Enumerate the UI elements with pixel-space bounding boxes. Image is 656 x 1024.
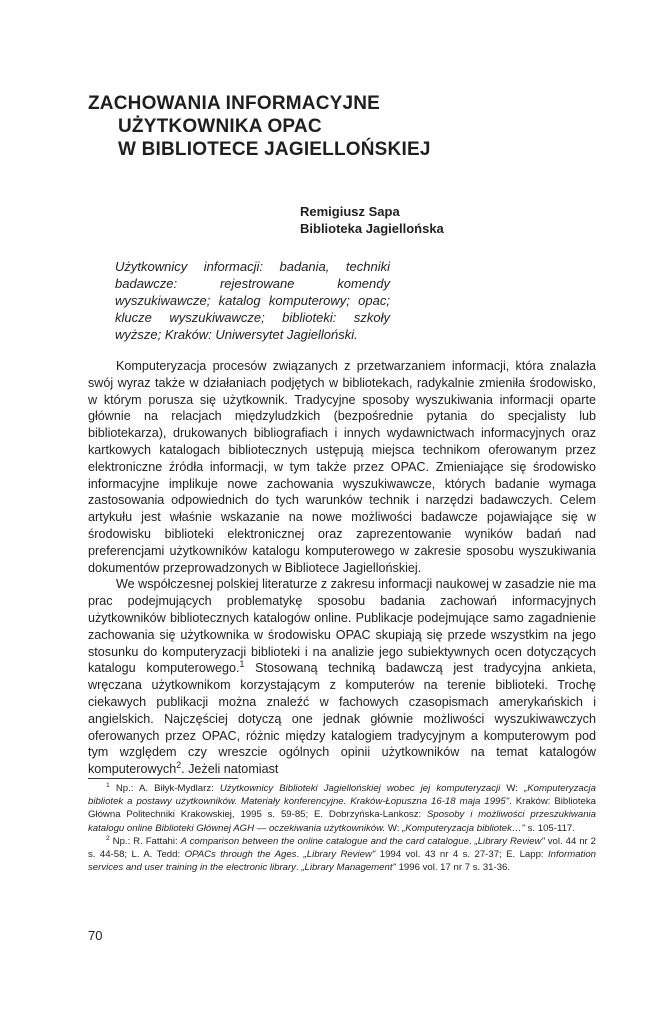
fn1-text: Np.: A. Biłyk-Mydlarz: bbox=[109, 783, 220, 794]
paragraph-2-part-c: . Jeżeli natomiast bbox=[181, 762, 279, 777]
fn2-title: Information services and user training in the electronic library bbox=[88, 849, 597, 874]
author-name: Remigiusz Sapa bbox=[300, 204, 400, 219]
fn1-title: Użytkownicy Biblioteki Jagiellońskiej wobec jej komputeryzacji bbox=[219, 783, 501, 794]
title-line-2: UŻYTKOWNIKA OPAC bbox=[118, 116, 322, 137]
footnote-1-number: 1 bbox=[106, 781, 110, 789]
fn2-text: 1994 vol. 43 nr 4 s. 27-37; E. Lapp: bbox=[375, 849, 549, 861]
page-number: 70 bbox=[88, 928, 103, 943]
fn1-text: . Kraków: Biblioteka Główna Politechniki Krakowskiej, 1995 s. 59-85; E. Dobrzyńska-Lankosz: bbox=[88, 796, 596, 821]
paragraph-2-part-a: We współczesnej polskiej literaturze z zakresu informacji naukowej w zasadzie nie ma prac podejmujących problematykę sposobu badania zachowań informacyjnych użytkowników bibliotecznych katalogów online. Publikacje podejmujące samo zagadnienie zachowania się użytkownika w środowisku OPAC skupiają się przede wszystkim na jego stosunku do komputeryzacji biblioteki i na analizie jego subiektywnych ocen dotyczących katalogu komputerowego. bbox=[88, 577, 596, 676]
footnote-divider bbox=[88, 778, 238, 779]
author-affiliation: Biblioteka Jagiellońska bbox=[300, 221, 444, 236]
fn1-title: Sposoby i możliwości przeszukiwania katalogu online Biblioteki Głównej AGH — oczekiwania użytkowników. bbox=[88, 809, 596, 834]
fn2-text: . bbox=[295, 862, 302, 874]
fn2-source: „Library Review" bbox=[474, 835, 545, 847]
title-line-3: W BIBLIOTECE JAGIELLOŃSKIEJ bbox=[118, 139, 431, 160]
footnote-1 bbox=[88, 782, 596, 835]
fn1-text: W: bbox=[385, 822, 403, 834]
paragraph-2 bbox=[88, 576, 596, 778]
fn2-title: OPACs through the Ages bbox=[184, 849, 297, 861]
article-title bbox=[88, 92, 431, 161]
fn2-text: . bbox=[468, 835, 475, 847]
footnote-2-number: 2 bbox=[106, 834, 110, 842]
fn2-text: Np.: R. Fattahi: bbox=[109, 835, 181, 847]
article-body bbox=[88, 358, 596, 778]
footnote-2 bbox=[88, 835, 596, 875]
author-block bbox=[300, 203, 444, 237]
paragraph-2-part-b: Stosowaną techniką badawczą jest tradycyjna ankieta, wręczana użytkownikom korzystającym z komputerów na terenie biblioteki. Trochę ciekawych publikacji można znaleźć w fachowych czasopismach amerykańskich i angielskich. Najczęściej dotyczą one jednak głównie możliwości wyszukiwawczych oferowanych przez OPAC, różnic między katalogiem tradycyjnym a komputerowym pod tym względem czy wreszcie ogólnych opinii użytkowników na temat katalogów komputerowych bbox=[88, 661, 596, 777]
fn1-source: „Komputeryzacja bibliotek a postawy użytkowników. Materiały konferencyjne. Kraków-Łopuszna 16-18 maja 1995" bbox=[88, 783, 596, 808]
fn2-text: . bbox=[296, 849, 304, 861]
fn1-text: s. 105-117. bbox=[524, 822, 575, 834]
footnote-ref-2: 2 bbox=[176, 759, 182, 770]
fn2-text: vol. 44 nr 2 s. 44-58; L. A. Tedd: bbox=[88, 835, 596, 861]
footnote-ref-1: 1 bbox=[239, 659, 245, 670]
fn1-text: W: bbox=[500, 783, 525, 794]
keywords: Użytkownicy informacji: badania, techniki badawcze: rejestrowane komendy wyszukiwawcze; katalog komputerowy; opac; klucze wyszukiwawcze; biblioteki: szkoły wyższe; Kraków: Uniwersytet Jagielloński. bbox=[115, 259, 390, 342]
fn2-title: A comparison between the online catalogue and the card catalogue bbox=[180, 835, 469, 847]
fn1-source: „Komputeryzacja bibliotek…" bbox=[402, 822, 525, 834]
fn2-text: 1996 vol. 17 nr 7 s. 31-36. bbox=[395, 862, 511, 874]
paragraph-1: Komputeryzacja procesów związanych z przetwarzaniem informacji, która znalazła swój wyraz także w działaniach podjętych w bibliotekach, radykalnie zmieniła środowisko, w którym porusza się użytkownik. Tradycyjne sposoby wyszukiwania informacji oparte głównie na relacjach międzyludzkich (bezpośrednie pytania do specjalisty lub bibliotekarza), drukowanych bibliografiach i innych wydawnictwach informacyjnych oraz kartkowych katalogach bibliotecznych ustępują miejsca technikom oferowanym przez elektroniczne źródła informacji, w tym także przez OPAC. Zmieniające się środowisko informacyjne implikuje nowe zachowania wyszukiwawcze, których badanie wymaga zastosowania odpowiednich do tych warunków technik i narzędzi badawczych. Celem artykułu jest właśnie wskazanie na nowe możliwości badawcze pojawiające się w środowisku biblioteki elektronicznej oraz zaprezentowanie wyników badań nad preferencjami użytkowników katalogu komputerowego w zakresie sposobu wyszukiwania dokumentów przeprowadzonych w Bibliotece Jagiellońskiej. bbox=[88, 359, 596, 575]
footnotes bbox=[88, 782, 596, 874]
fn2-source: „Library Review" bbox=[303, 849, 376, 861]
title-line-1: ZACHOWANIA INFORMACYJNE bbox=[88, 93, 381, 114]
fn2-source: „Library Management" bbox=[301, 862, 396, 874]
